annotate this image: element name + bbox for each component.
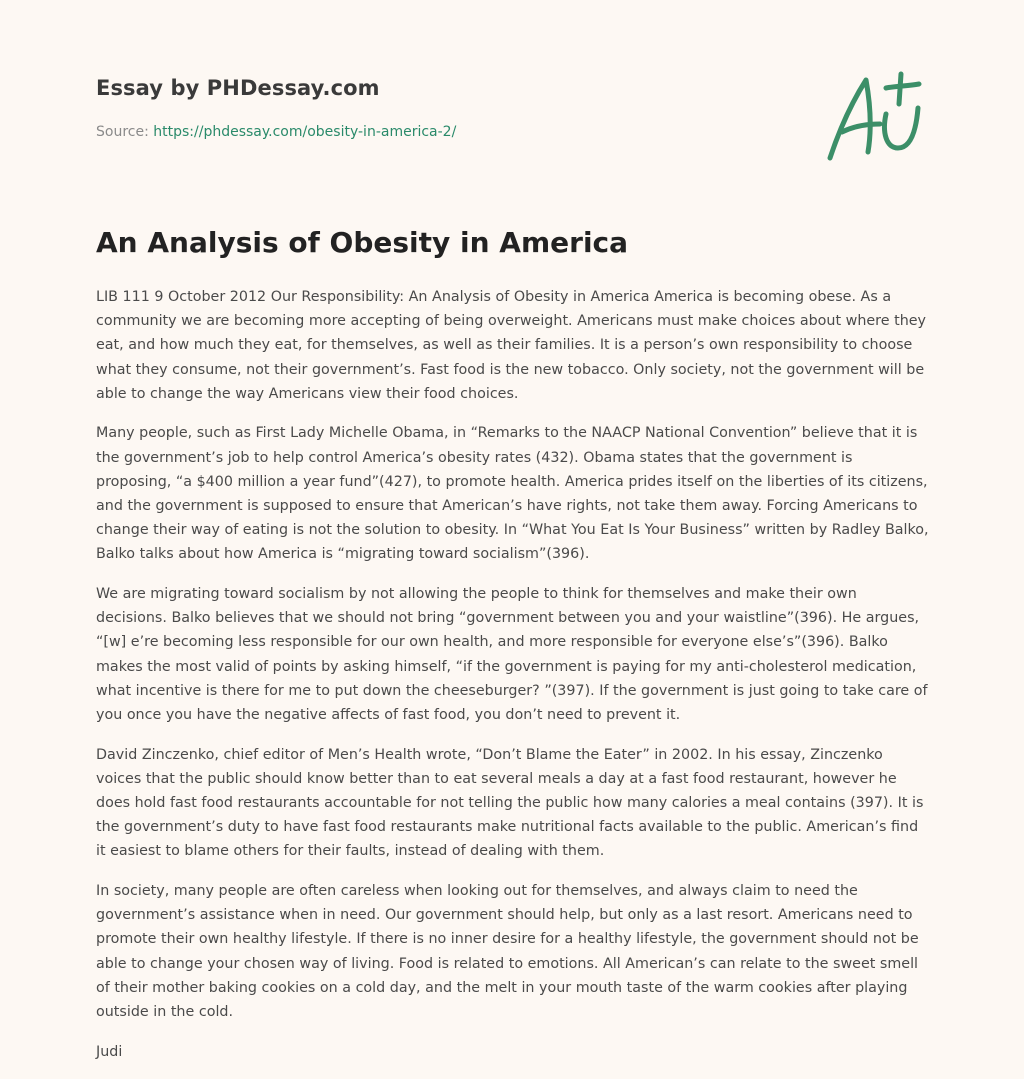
logo-u-stroke	[885, 108, 919, 148]
essay-title: An Analysis of Obesity in America	[96, 226, 629, 259]
logo-plus-horizontal	[886, 84, 919, 88]
source-line	[96, 124, 456, 140]
site-brand: Essay by PHDessay.com	[96, 76, 380, 100]
a-plus-logo-icon	[822, 66, 932, 166]
source-link[interactable]: https://phdessay.com/obesity-in-america-2/	[153, 124, 457, 140]
essay-paragraph: David Zinczenko, chief editor of Men’s Health wrote, “Don’t Blame the Eater” in 2002. In his essay, Zinczenko voices that the public should know better than to eat several meals a day at a fast food restaurant, however he does hold fast food restaurants accountable for not telling the public how many calories a meal contains (397). It is the government’s duty to have fast food restaurants make nutritional facts available to the public. American’s find it easiest to blame others for their faults, instead of dealing with them.	[96, 746, 924, 860]
essay-body	[96, 285, 932, 1079]
source-label: Source:	[96, 124, 149, 140]
essay-paragraph: LIB 111 9 October 2012 Our Responsibility: An Analysis of Obesity in America America is becoming obese. As a community we are becoming more accepting of being overweight. Americans must make choices about where they eat, and how much they eat, for themselves, as well as their families. It is a person’s own responsibility to choose what they consume, not their government’s. Fast food is the new tobacco. Only society, not the government will be able to change the way Americans view their food choices.	[96, 289, 927, 402]
essay-author: Judi	[96, 1043, 123, 1060]
essay-paragraph: We are migrating toward socialism by not allowing the people to think for themselves and make their own decisions. Balko believes that we should not bring “government between you and your waistline”(396). He argues, “[w] e’re becoming less responsible for our own health, and more responsible for everyone else’s”(396). Balko makes the most valid of points by asking himself, “if the government is paying for my anti-cholesterol medication, what incentive is there for me to put down the cheeseburger? ”(397). If the government is just going to take care of you once you have the negative affects of fast food, you don’t need to prevent it.	[96, 586, 928, 724]
logo-a-crossbar	[842, 124, 880, 132]
essay-paragraph: Many people, such as First Lady Michelle Obama, in “Remarks to the NAACP National Convention” believe that it is the government’s job to help control America’s obesity rates (432). Obama states that the government is proposing, “a $400 million a year fund”(427), to promote health. America prides itself on the liberties of its citizens, and the government is supposed to ensure that American’s have rights, not take them away. Forcing Americans to change their way of eating is not the solution to obesity. In “What You Eat Is Your Business” written by Radley Balko, Balko talks about how America is “migrating toward socialism”(396).	[96, 425, 929, 563]
logo-a-stroke	[830, 80, 870, 158]
essay-paragraph: In society, many people are often careless when looking out for themselves, and always claim to need the government’s assistance when in need. Our government should help, but only as a last resort. Americans need to promote their own healthy lifestyle. If there is no inner desire for a healthy lifestyle, the government should not be able to change your chosen way of living. Food is related to emotions. All American’s can relate to the sweet smell of their mother baking cookies on a cold day, and the melt in your mouth taste of the warm cookies after playing outside in the cold.	[96, 883, 919, 1021]
logo-plus-vertical	[899, 74, 901, 104]
